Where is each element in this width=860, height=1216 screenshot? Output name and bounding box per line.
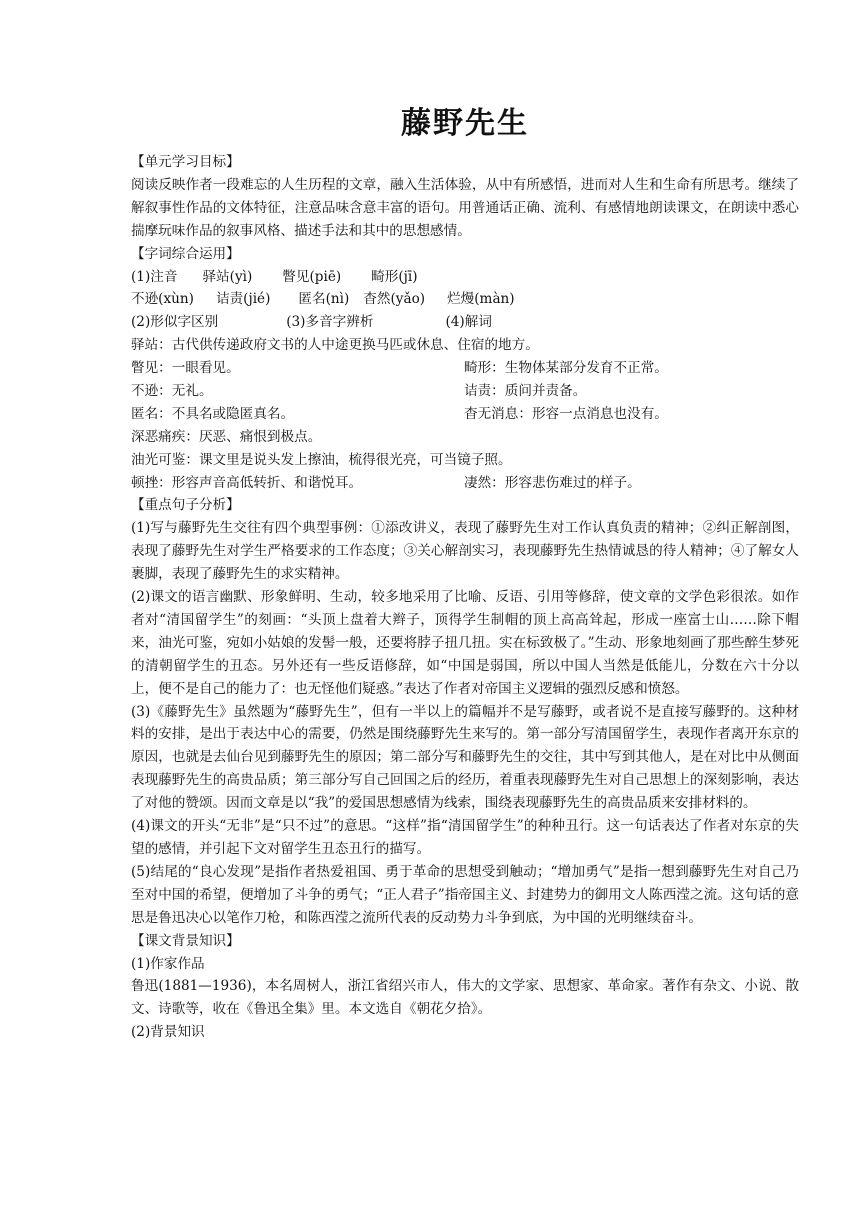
pinyin-word: 匿名(nì) <box>298 291 350 308</box>
definition-right: 杳无消息：形容一点消息也没有。 <box>464 405 668 422</box>
definition-line: 驿站：古代供传递政府文书的人中途更换马匹或休息、住宿的地方。 <box>131 337 539 354</box>
page-title: 藤野先生 <box>401 106 529 141</box>
subheading-background: (2)背景知识 <box>131 1024 205 1041</box>
pinyin-row-2 <box>131 288 799 311</box>
definition-left: 顿挫：形容声音高低转折、和谐悦耳。 <box>131 474 363 491</box>
analysis-paragraph: (2)课文的语言幽默、形象鲜明、生动，较多地采用了比喻、反语、引用等修辞，使文章的文学色彩很浓。如作者对“清国留学生”的刻画：“头顶上盘着大辫子，顶得学生制帽的顶上高高耸起，形成一座富士山……除下帽来，油光可鉴，宛如小姑娘的发髻一般，还要将脖子扭几扭。实在标致极了。”生动、形象地刻画了那些醉生梦死的清朝留学生的丑态。另外还有一些反语修辞，如“中国是弱国，所以中国人当然是低能儿，分数在六十分以上，便不是自己的能力了：也无怪他们疑惑。”表达了作者对帝国主义逻辑的强烈反感和愤怒。 <box>131 589 799 697</box>
analysis-paragraph: (3)《藤野先生》虽然题为“藤野先生”，但有一半以上的篇幅并不是写藤野，或者说不是直接写藤野的。这种材料的安排，是出于表达中心的需要，仍然是围绕藤野先生来写的。第一部分写清国留学生，表现作者离开东京的原因，也就是去仙台见到藤野先生的原因；第二部分写和藤野先生的交往，其中写到其他人，是在对比中从侧面表现藤野先生的高贵品质；第三部分写自己回国之后的经历，着重表现藤野先生对自己思想上的深刻影响，表达了对他的赞颂。因而文章是以“我”的爱国思想感情为线索，围绕表现藤野先生的高贵品质来安排材料的。 <box>131 703 799 812</box>
pinyin-word: 不逊(xùn) <box>131 291 194 308</box>
pinyin-word: 诘责(jié) <box>215 291 271 308</box>
analysis-paragraph: (1)写与藤野先生交往有四个典型事例：①添改讲义，表现了藤野先生对工作认真负责的精神；②纠正解剖图，表现了藤野先生对学生严格要求的工作态度；③关心解剖实习，表现藤野先生热情诚恳的待人精神；④了解女人裹脚，表现了藤野先生的求实精神。 <box>131 520 799 583</box>
pinyin-label: (1)注音 <box>131 268 178 285</box>
definition-right: 畸形：生物体某部分发育不正常。 <box>464 360 668 377</box>
definition-left: 匿名：不具名或隐匿真名。 <box>131 405 295 422</box>
goals-paragraph: 阅读反映作者一段难忘的人生历程的文章，融入生活体验，从中有所感悟，进而对人生和生命有所思考。继续了解叙事性作品的文体特征，注意品味含意丰富的语句。用普通话正确、流利、有感情地朗读课文，在朗读中悉心揣摩玩味作品的叙事风格、描述手法和其中的思想感情。 <box>131 176 799 239</box>
analysis-paragraph: (5)结尾的“良心发现”是指作者热爱祖国、勇于革命的思想受到触动；“增加勇气”是指一想到藤野先生对自己乃至对中国的希望，便增加了斗争的勇气；“正人君子”指帝国主义、封建势力的御用文人陈西滢之流。这句话的意思是鲁迅决心以笔作刀枪，和陈西滢之流所代表的反动势力斗争到底，为中国的光明继续奋斗。 <box>131 863 799 926</box>
section-heading-vocabulary: 【字词综合运用】 <box>131 245 240 262</box>
section-heading-background: 【课文背景知识】 <box>131 932 240 949</box>
definition-line: 油光可鉴：课文里是说头发上擦油，梳得很光亮，可当镜子照。 <box>131 451 512 468</box>
pinyin-word: 瞥见(piē) <box>282 268 342 285</box>
pinyin-word: 烂熳(màn) <box>447 291 515 308</box>
pinyin-word: 驿站(yì) <box>202 268 253 285</box>
definition-row <box>131 403 799 426</box>
pinyin-word: 杳然(yǎo) <box>363 291 426 308</box>
section-heading-sentences: 【重点句子分析】 <box>131 497 240 514</box>
pinyin-row-1 <box>131 266 799 289</box>
definition-left: 瞥见：一眼看见。 <box>131 360 240 377</box>
definition-row <box>131 380 799 403</box>
pinyin-word: 畸形(jī) <box>371 268 418 285</box>
subsection-label: (4)解词 <box>445 314 492 331</box>
subheading-author: (1)作家作品 <box>131 955 205 972</box>
subsection-label: (3)多音字辨析 <box>286 314 374 331</box>
definition-line: 深恶痛疾：厌恶、痛恨到极点。 <box>131 428 322 445</box>
analysis-paragraph: (4)课文的开头“无非”是“只不过”的意思。“这样”指“清国留学生”的种种丑行。这一句话表达了作者对东京的失望的感情，并引起下文对留学生丑态丑行的描写。 <box>131 818 799 857</box>
author-paragraph: 鲁迅(1881—1936)，本名周树人，浙江省绍兴市人，伟大的文学家、思想家、革命家。著作有杂文、小说、散文、诗歌等，收在《鲁迅全集》里。本文选自《朝花夕拾》。 <box>131 978 799 1018</box>
definition-right: 诘责：质问并责备。 <box>464 382 587 399</box>
definition-left: 不逊：无礼。 <box>131 382 213 399</box>
definition-row <box>131 357 799 380</box>
document-body <box>131 151 799 1044</box>
subsection-label: (2)形似字区别 <box>131 314 219 331</box>
subsection-row <box>131 311 799 334</box>
section-heading-goals: 【单元学习目标】 <box>131 154 240 170</box>
definition-row <box>131 472 799 495</box>
definition-right: 凄然：形容悲伤难过的样子。 <box>464 474 641 491</box>
